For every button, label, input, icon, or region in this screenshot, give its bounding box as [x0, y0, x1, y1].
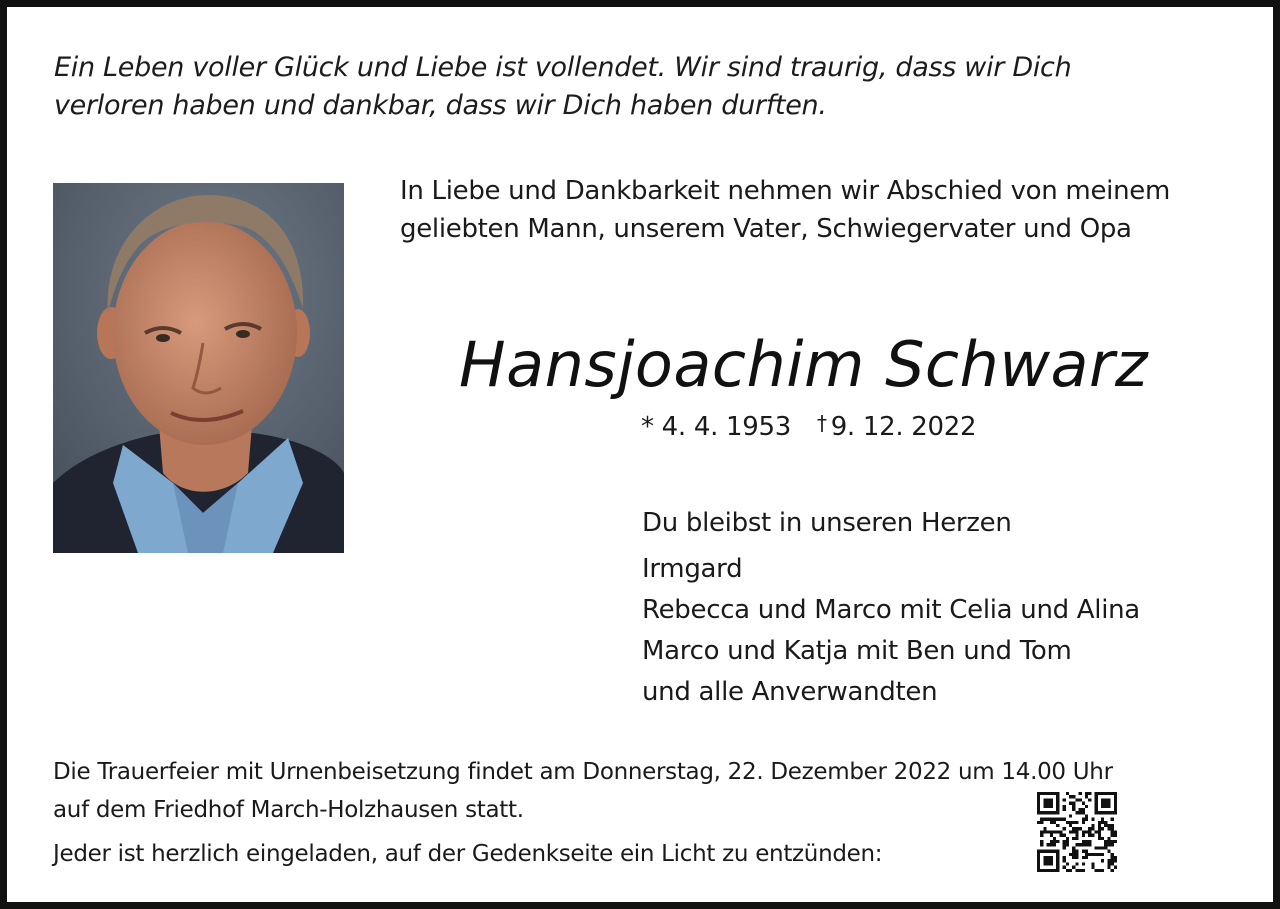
poem-line-2: verloren haben und dankbar, dass wir Dich haben durften.	[54, 90, 827, 121]
motto: Du bleibst in unseren Herzen	[642, 508, 1012, 538]
notice-line-1: Die Trauerfeier mit Urnenbeisetzung findet am Donnerstag, 22. Dezember 2022 um 14.00 Uhr	[53, 759, 1113, 785]
death-date: 9. 12. 2022	[830, 412, 977, 442]
birth-date: * 4. 4. 1953	[641, 412, 791, 442]
family-signatures	[642, 503, 1262, 713]
poem-line-1: Ein Leben voller Glück und Liebe ist vollendet. Wir sind traurig, dass wir Dich	[54, 52, 1072, 83]
family-member: Irmgard	[642, 554, 743, 584]
qr-code-icon	[1037, 792, 1117, 872]
intro-line-2: geliebten Mann, unserem Vater, Schwiegervater und Opa	[400, 214, 1132, 244]
deceased-name: Hansjoachim Schwarz	[459, 328, 1149, 401]
family-member: Marco und Katja mit Ben und Tom	[642, 636, 1072, 666]
portrait-photo	[53, 183, 344, 553]
cross-icon: †	[816, 411, 827, 435]
farewell-intro	[400, 172, 1260, 248]
life-dates	[641, 403, 1141, 447]
memorial-page-invite: Jeder ist herzlich eingeladen, auf der Gedenkseite ein Licht zu entzünden:	[53, 841, 883, 867]
qr-code[interactable]	[1037, 792, 1117, 872]
memorial-poem	[54, 49, 1234, 125]
portrait-image	[53, 183, 344, 553]
intro-line-1: In Liebe und Dankbarkeit nehmen wir Abschied von meinem	[400, 176, 1170, 206]
family-member: und alle Anverwandten	[642, 677, 938, 707]
family-member: Rebecca und Marco mit Celia und Alina	[642, 595, 1140, 625]
notice-line-2: auf dem Friedhof March-Holzhausen statt.	[53, 797, 524, 823]
